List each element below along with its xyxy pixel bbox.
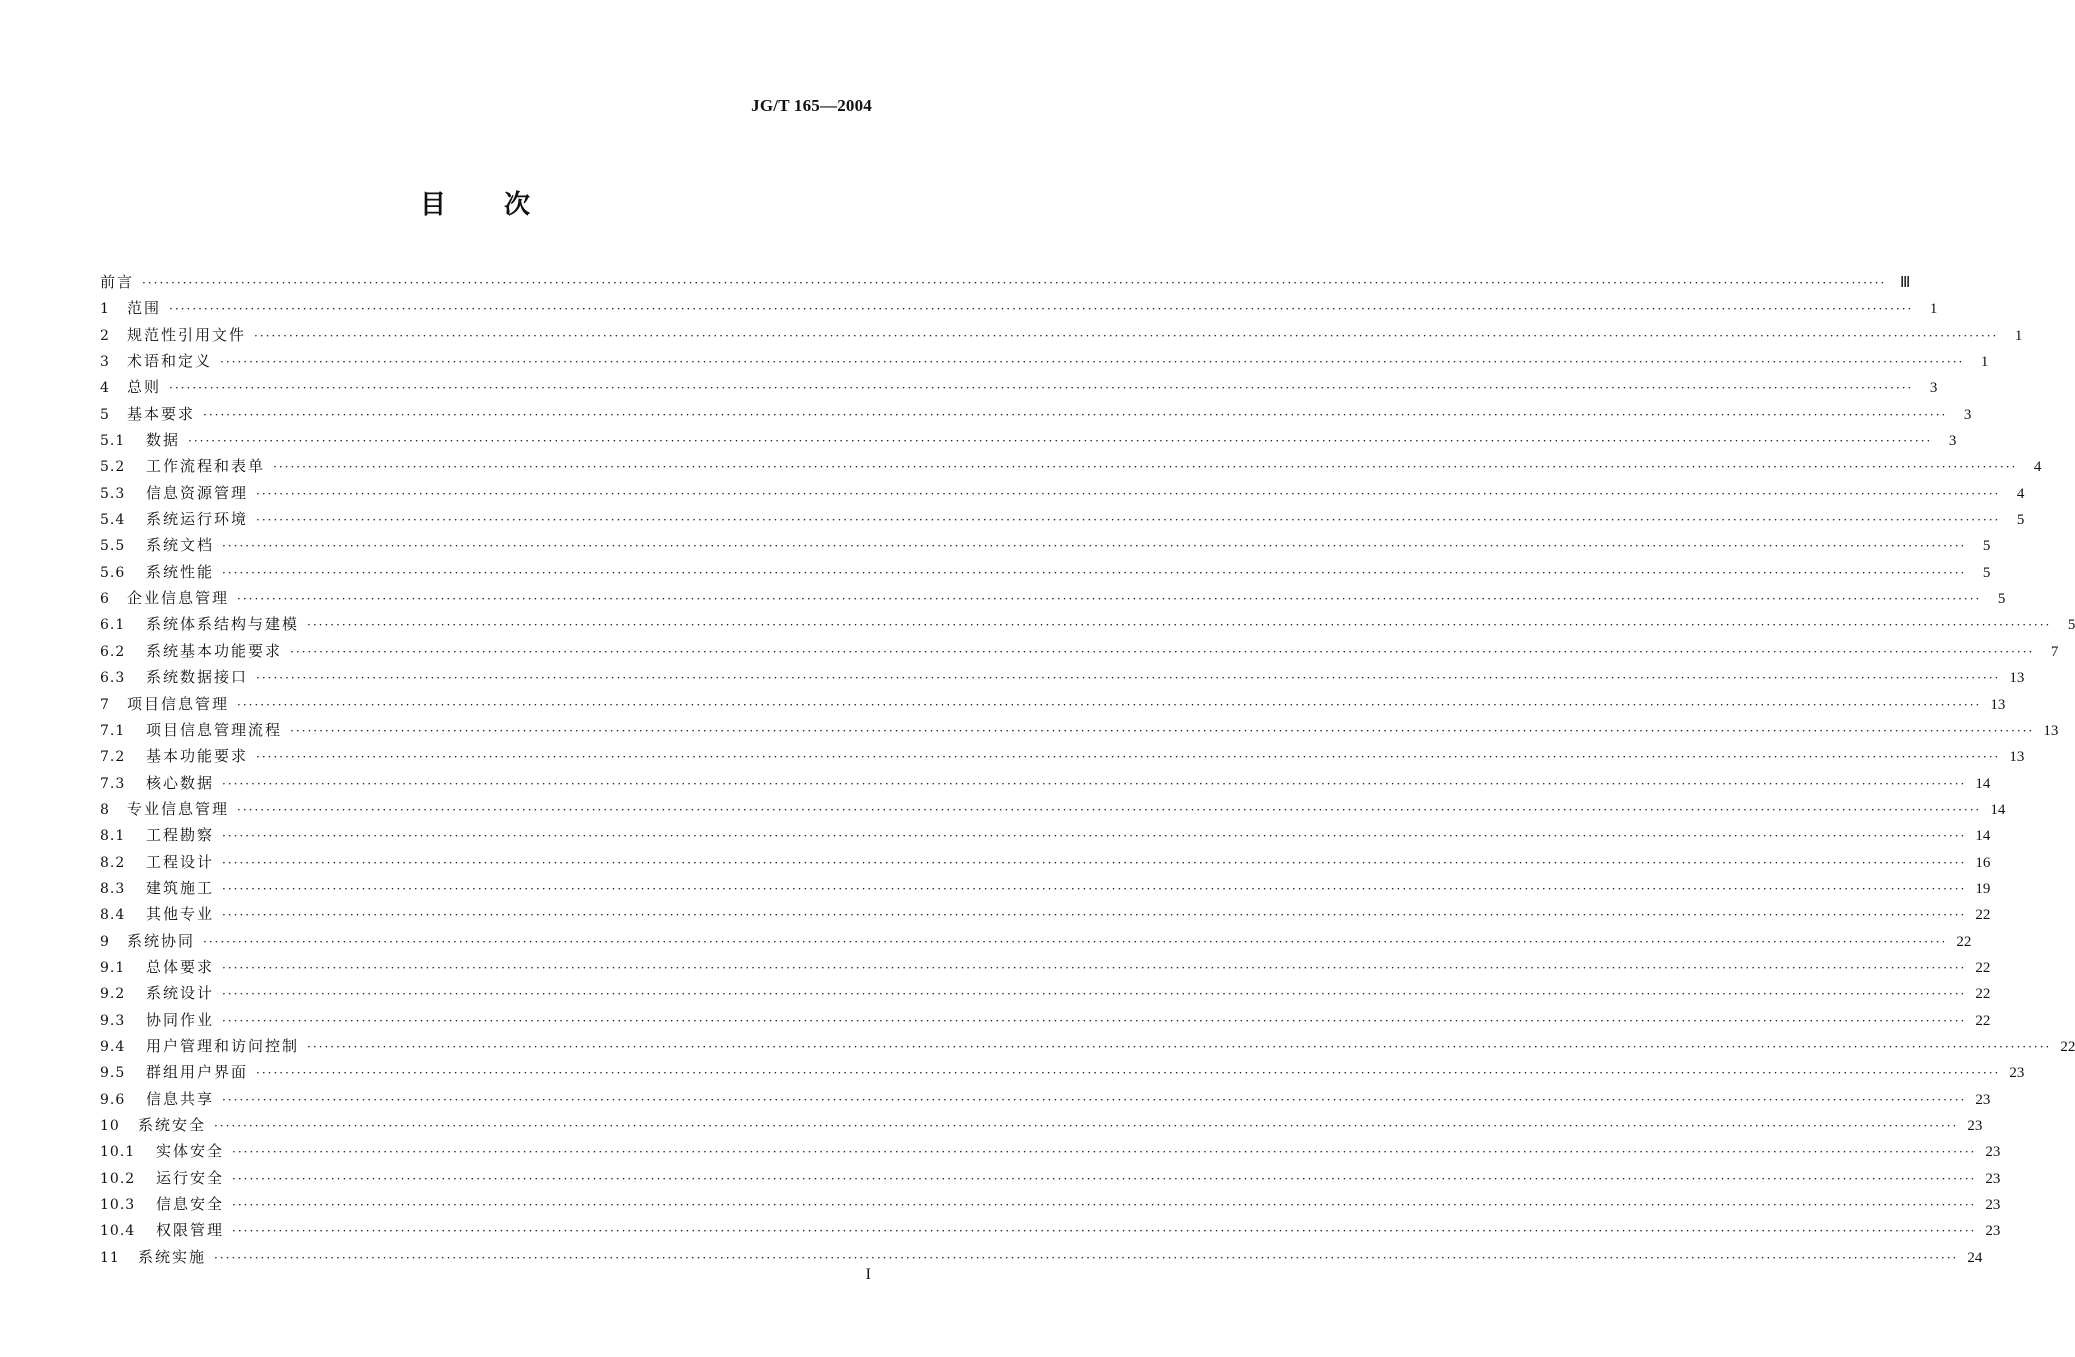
toc-entry — [100, 694, 2006, 720]
toc-entry-page: 23 — [1985, 1197, 2001, 1214]
toc-entry-number: 5.2 — [100, 459, 126, 476]
toc-entry — [100, 1036, 2075, 1062]
toc-entry-page: 22 — [1975, 1012, 1991, 1029]
toc-entry-title: 协同作业 — [146, 1010, 215, 1029]
toc-entry-page: 24 — [1967, 1249, 1983, 1266]
toc-entry — [100, 1220, 2001, 1246]
toc-entry-title: 系统运行环境 — [146, 510, 249, 529]
toc-entry-title: 工程勘察 — [146, 826, 215, 845]
toc-entry-page: 13 — [2009, 749, 2025, 766]
toc-entry-number: 7 — [100, 696, 110, 713]
toc-entry-title: 系统性能 — [146, 562, 215, 581]
toc-entry — [100, 1141, 2001, 1167]
toc-entry-page: 14 — [1975, 828, 1991, 845]
toc-entry-page: 23 — [2009, 1065, 2025, 1082]
toc-entry-number: 5.1 — [100, 433, 126, 450]
dot-leader: ············································································································································································································································································································ — [232, 1224, 1977, 1239]
toc-title-char-2: 次 — [504, 190, 531, 220]
toc-entry — [100, 825, 1991, 851]
toc-entry-page: 1 — [1929, 301, 1938, 318]
toc-entry — [100, 588, 2006, 614]
toc-entry-page: 23 — [1985, 1144, 2001, 1161]
toc-entry — [100, 509, 2025, 535]
toc-entry-title: 工程设计 — [146, 852, 215, 871]
toc-entry-number: 5.6 — [100, 564, 126, 581]
table-of-contents — [100, 272, 2075, 1273]
toc-entry — [100, 641, 2059, 667]
toc-entry — [100, 377, 1938, 403]
toc-entry-title: 系统体系结构与建模 — [146, 615, 300, 634]
page-folio: I — [865, 1266, 871, 1283]
dot-leader: ············································································································································································································································································································ — [307, 1039, 2052, 1054]
toc-entry-page: Ⅲ — [1900, 275, 1911, 291]
toc-entry-page: 22 — [1975, 986, 1991, 1003]
toc-entry-title: 群组用户界面 — [146, 1063, 249, 1082]
dot-leader: ············································································································································································································································································································ — [214, 1119, 1959, 1133]
toc-entry — [100, 1062, 2025, 1088]
toc-entry-title: 基本功能要求 — [146, 747, 249, 766]
toc-entry-page: 13 — [2043, 722, 2059, 739]
toc-entry — [100, 272, 1911, 298]
toc-entry-title: 总体要求 — [146, 957, 215, 976]
toc-entry-title: 系统数据接口 — [146, 668, 249, 687]
toc-entry-title: 用户管理和访问控制 — [146, 1036, 300, 1055]
toc-entry — [100, 667, 2025, 693]
toc-entry-number: 8 — [100, 801, 110, 818]
dot-leader: ············································································································································································································································································································ — [232, 1198, 1977, 1213]
toc-entry-title: 建筑施工 — [146, 878, 215, 897]
toc-entry-number: 10.2 — [100, 1170, 136, 1187]
toc-entry-number: 9 — [100, 933, 110, 950]
toc-entry-title: 系统设计 — [146, 984, 215, 1003]
toc-entry-number: 6.2 — [100, 643, 126, 660]
toc-title-char-1: 目 — [419, 190, 446, 220]
toc-entry-number: 9.6 — [100, 1091, 126, 1108]
dot-leader: ············································································································································································································································································································ — [222, 1092, 1967, 1107]
toc-entry-page: 23 — [1985, 1170, 2001, 1187]
toc-entry — [100, 456, 2042, 482]
toc-entry-title: 术语和定义 — [127, 352, 213, 371]
toc-entry — [100, 351, 1989, 377]
toc-entry-page: 1 — [2014, 327, 2023, 344]
dot-leader: ············································································································································································································································································································ — [256, 486, 2001, 501]
toc-entry — [100, 614, 2075, 640]
toc-entry-title: 项目信息管理流程 — [146, 720, 283, 739]
dot-leader: ············································································································································································································································································································ — [307, 618, 2052, 633]
toc-entry-number: 5.3 — [100, 485, 126, 502]
toc-entry-number: 7.1 — [100, 722, 126, 739]
toc-entry-title: 核心数据 — [146, 773, 215, 792]
dot-leader: ············································································································································································································································································································ — [169, 302, 1914, 317]
toc-entry-number: 1 — [100, 301, 110, 318]
toc-entry — [100, 720, 2059, 746]
dot-leader: ············································································································································································································································································································ — [222, 1013, 1967, 1028]
toc-entry-number: 8.1 — [100, 828, 126, 845]
toc-entry-number: 6.3 — [100, 670, 126, 687]
toc-entry-page: 5 — [2016, 512, 2025, 529]
toc-entry-number: 4 — [100, 380, 110, 397]
toc-entry — [100, 957, 1991, 983]
dot-leader: ············································································································································································································································································································ — [222, 908, 1967, 923]
toc-entry-title: 数据 — [146, 431, 181, 450]
toc-entry-page: 22 — [1975, 959, 1991, 976]
toc-entry-title: 范围 — [127, 299, 162, 318]
toc-entry — [100, 404, 1972, 430]
dot-leader: ············································································································································································································································································································ — [214, 1250, 1959, 1265]
toc-entry-number: 8.2 — [100, 854, 126, 871]
toc-entry-title: 权限管理 — [156, 1221, 225, 1240]
dot-leader: ············································································································································································································································································································ — [232, 1171, 1977, 1186]
toc-entry-title: 实体安全 — [156, 1142, 225, 1161]
toc-entry — [100, 1115, 1983, 1141]
toc-entry-number: 2 — [100, 327, 110, 344]
toc-entry-title: 企业信息管理 — [127, 589, 230, 608]
toc-entry-page: 3 — [1963, 406, 1972, 423]
dot-leader: ············································································································································································································································································································ — [188, 434, 1933, 449]
dot-leader: ············································································································································································································································································································ — [222, 855, 1967, 870]
toc-entry-title: 系统安全 — [138, 1116, 207, 1134]
toc-entry-page: 19 — [1975, 880, 1991, 897]
toc-entry-number: 7.2 — [100, 749, 126, 766]
toc-entry-page: 14 — [1990, 801, 2006, 818]
dot-leader: ············································································································································································································································································································ — [142, 276, 1887, 290]
toc-entry-title: 项目信息管理 — [127, 694, 230, 713]
toc-entry-title: 运行安全 — [156, 1168, 225, 1187]
dot-leader: ············································································································································································································································································································ — [256, 750, 2001, 765]
dot-leader: ············································································································································································································································································································ — [222, 881, 1967, 896]
toc-entry — [100, 430, 1957, 456]
toc-entry — [100, 1089, 1991, 1115]
toc-entry — [100, 1168, 2001, 1194]
toc-entry-number: 10.1 — [100, 1144, 136, 1161]
toc-entry-title: 总则 — [127, 378, 162, 397]
toc-entry-title: 专业信息管理 — [127, 799, 230, 818]
toc-entry — [100, 773, 1991, 799]
dot-leader: ············································································································································································································································································································ — [290, 723, 2035, 738]
toc-entry-page: 5 — [1982, 564, 1991, 581]
dot-leader: ············································································································································································································································································································ — [222, 539, 1967, 554]
toc-entry-title: 系统协同 — [127, 931, 196, 950]
dot-leader: ············································································································································································································································································································ — [290, 644, 2035, 659]
toc-entry-number: 8.3 — [100, 880, 126, 897]
toc-entry-page: 23 — [1967, 1118, 1983, 1134]
toc-entry — [100, 325, 2023, 351]
toc-entry-number: 5 — [100, 406, 110, 423]
dot-leader: ············································································································································································································································································································ — [232, 1145, 1977, 1160]
dot-leader: ············································································································································································································································································································ — [273, 460, 2018, 475]
toc-entry — [100, 298, 1938, 324]
toc-entry-title: 其他专业 — [146, 905, 215, 924]
toc-entry-number: 3 — [100, 354, 110, 371]
toc-entry-page: 16 — [1975, 854, 1991, 871]
toc-entry-page: 13 — [1990, 696, 2006, 713]
toc-entry-page: 23 — [1975, 1091, 1991, 1108]
toc-entry-page: 5 — [1997, 591, 2006, 608]
toc-entry-page: 4 — [2033, 459, 2042, 476]
toc-entry-number: 6 — [100, 591, 110, 608]
toc-entry — [100, 852, 1991, 878]
toc-entry-title: 工作流程和表单 — [146, 457, 266, 476]
toc-entry-title: 系统实施 — [138, 1247, 207, 1266]
toc-entry — [100, 931, 1972, 957]
toc-entry — [100, 535, 1991, 561]
toc-entry-number: 9.2 — [100, 986, 126, 1003]
toc-entry-title: 基本要求 — [127, 404, 196, 423]
dot-leader: ············································································································································································································································································································ — [222, 987, 1967, 1002]
toc-entry-number: 9.5 — [100, 1065, 126, 1082]
dot-leader: ············································································································································································································································································································ — [222, 565, 1967, 580]
toc-entry — [100, 1247, 1983, 1273]
dot-leader: ············································································································································································································································································································ — [222, 829, 1967, 844]
toc-entry-title: 信息共享 — [146, 1089, 215, 1108]
toc-entry-page: 3 — [1929, 380, 1938, 397]
toc-entry-page: 23 — [1985, 1223, 2001, 1240]
dot-leader: ············································································································································································································································································································ — [203, 934, 1948, 949]
toc-entry-number: 8.4 — [100, 907, 126, 924]
standard-code: JG/T 165—2004 — [751, 96, 872, 115]
dot-leader: ············································································································································································································································································································ — [237, 592, 1982, 607]
toc-entry-page: 3 — [1948, 433, 1957, 450]
dot-leader: ············································································································································································································································································································ — [237, 802, 1982, 817]
toc-entry-number: 5.4 — [100, 512, 126, 529]
toc-title — [0, 184, 950, 221]
dot-leader: ············································································································································································································································································································ — [203, 407, 1948, 422]
toc-entry — [100, 983, 1991, 1009]
toc-entry-page: 7 — [2050, 643, 2059, 660]
toc-entry-page: 4 — [2016, 485, 2025, 502]
toc-entry — [100, 1010, 1991, 1036]
toc-entry-number: 10.3 — [100, 1197, 136, 1214]
toc-entry — [100, 878, 1991, 904]
toc-entry-number: 11 — [100, 1249, 120, 1266]
toc-entry-page: 1 — [1980, 354, 1989, 371]
dot-leader: ············································································································································································································································································································ — [237, 697, 1982, 712]
toc-entry-page: 5 — [1982, 538, 1991, 555]
toc-entry-number: 9.1 — [100, 959, 126, 976]
toc-entry-title: 系统基本功能要求 — [146, 641, 283, 660]
toc-entry-page: 22 — [1956, 933, 1972, 950]
toc-entry-number: 9.4 — [100, 1038, 126, 1055]
toc-entry-title: 信息安全 — [156, 1195, 225, 1214]
toc-entry-title: 规范性引用文件 — [127, 325, 247, 344]
dot-leader: ············································································································································································································································································································ — [169, 381, 1914, 396]
toc-entry-page: 14 — [1975, 775, 1991, 792]
toc-entry-page: 13 — [2009, 670, 2025, 687]
toc-entry-page: 22 — [1975, 907, 1991, 924]
toc-entry — [100, 483, 2025, 509]
toc-entry-number: 10.4 — [100, 1223, 136, 1240]
toc-entry-title: 前言 — [100, 273, 135, 291]
toc-entry-number: 5.5 — [100, 538, 126, 555]
dot-leader: ············································································································································································································································································································ — [256, 513, 2001, 528]
dot-leader: ············································································································································································································································································································ — [254, 328, 1999, 343]
toc-entry-title: 信息资源管理 — [146, 483, 249, 502]
toc-entry-title: 系统文档 — [146, 536, 215, 555]
toc-entry — [100, 904, 1991, 930]
toc-entry — [100, 562, 1991, 588]
dot-leader: ············································································································································································································································································································ — [256, 671, 2001, 686]
toc-entry-number: 10 — [100, 1118, 120, 1134]
toc-entry — [100, 1194, 2001, 1220]
toc-entry — [100, 799, 2006, 825]
dot-leader: ············································································································································································································································································································ — [222, 960, 1967, 975]
toc-entry-page: 5 — [2067, 617, 2075, 634]
dot-leader: ············································································································································································································································································································ — [222, 776, 1967, 791]
toc-entry-number: 9.3 — [100, 1012, 126, 1029]
toc-entry-page: 22 — [2060, 1038, 2075, 1055]
toc-entry-number: 6.1 — [100, 617, 126, 634]
toc-entry — [100, 746, 2025, 772]
dot-leader: ············································································································································································································································································································ — [220, 355, 1965, 370]
toc-entry-number: 7.3 — [100, 775, 126, 792]
dot-leader: ············································································································································································································································································································ — [256, 1066, 2001, 1081]
